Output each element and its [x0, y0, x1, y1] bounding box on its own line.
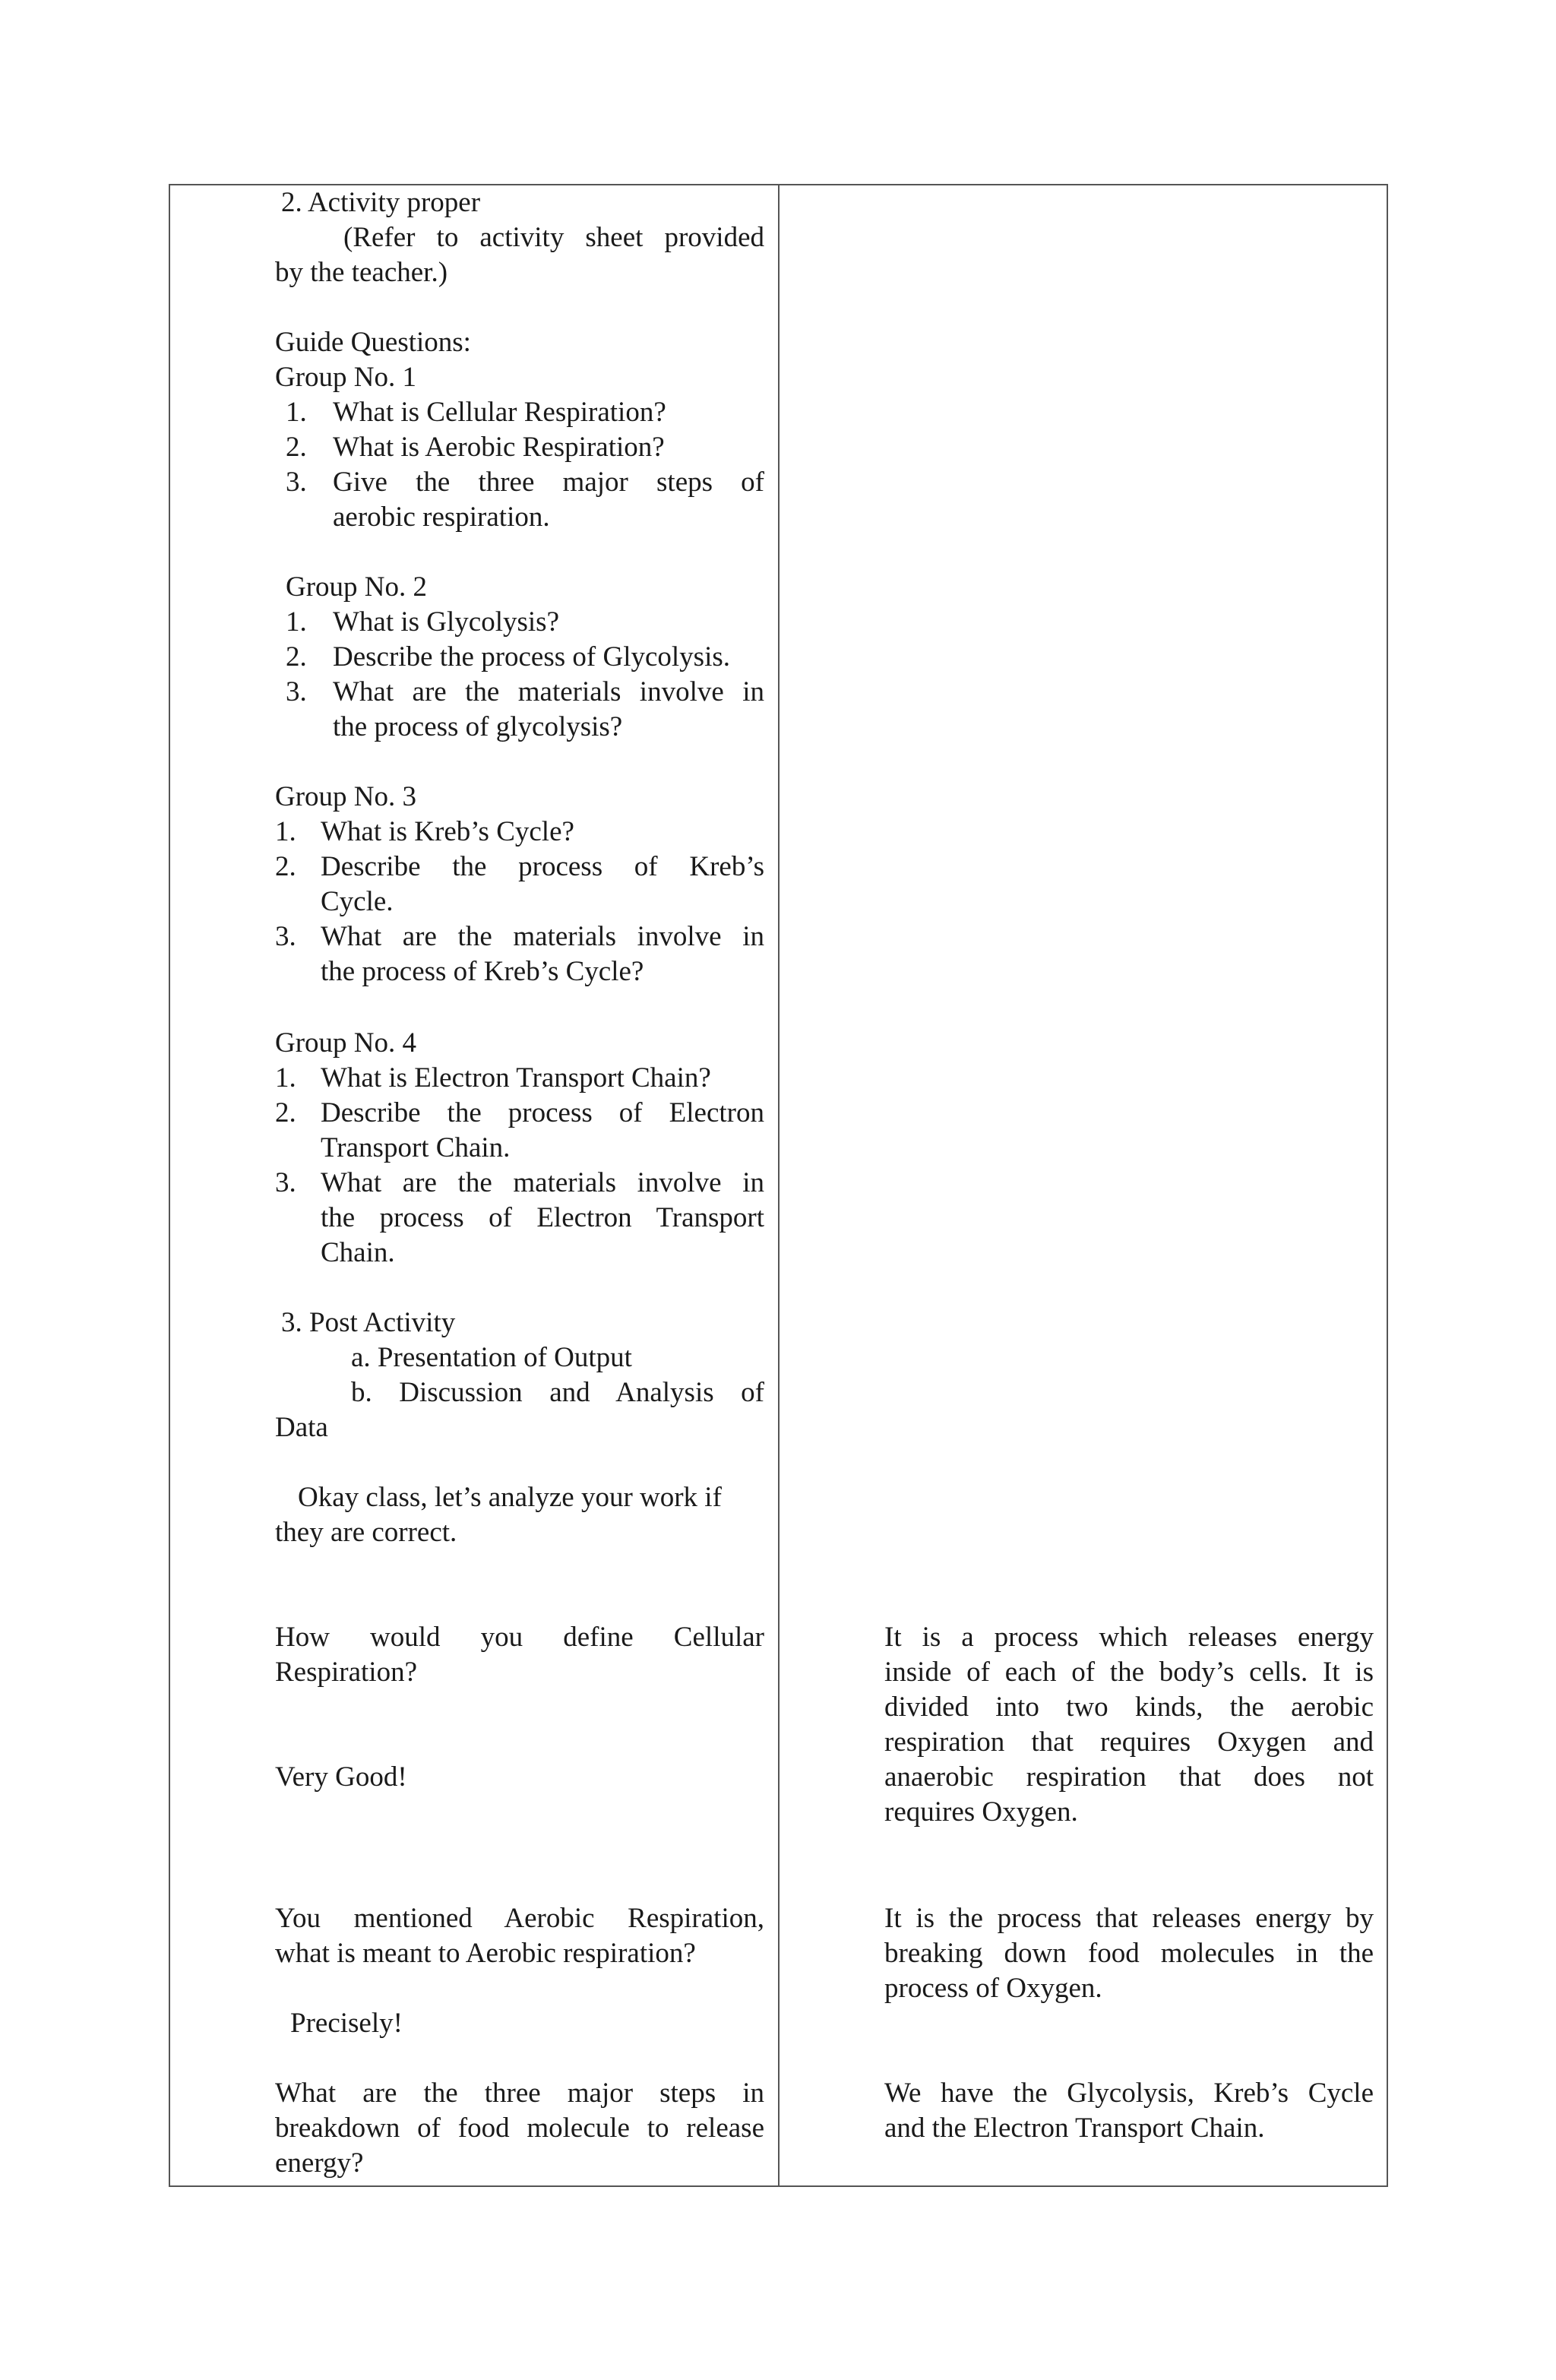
group1-title: Group No. 1 — [275, 362, 417, 393]
refer-text-line2: by the teacher.) — [275, 257, 448, 288]
list-number: 3. — [275, 921, 296, 952]
group3-question-1: What is Kreb’s Cycle? — [321, 816, 574, 847]
post-activity-item-a: a. Presentation of Output — [351, 1342, 632, 1373]
group1-question-3-line1: Give the three major steps of — [333, 467, 764, 498]
group4-question-2-line1: Describe the process of Electron — [321, 1097, 764, 1128]
student-answer-1-line4: respiration that requires Oxygen and — [884, 1726, 1374, 1758]
student-answer-1-line5: anaerobic respiration that does not — [884, 1761, 1374, 1793]
post-activity-heading: 3. Post Activity — [281, 1307, 456, 1338]
student-answer-1-line6: requires Oxygen. — [884, 1796, 1078, 1828]
post-activity-item-b-line2: Data — [275, 1412, 328, 1443]
student-answer-3-line1: We have the Glycolysis, Kreb’s Cycle — [884, 2078, 1374, 2109]
list-number: 3. — [286, 467, 307, 498]
guide-questions-heading: Guide Questions: — [275, 327, 471, 358]
post-activity-item-b-line1: b. Discussion and Analysis of — [351, 1377, 764, 1408]
column-divider — [778, 184, 780, 2187]
teacher-aerobic-question-line2: what is meant to Aerobic respiration? — [275, 1938, 696, 1969]
list-number: 3. — [286, 676, 307, 707]
student-answer-3-line2: and the Electron Transport Chain. — [884, 2113, 1265, 2144]
teacher-precisely: Precisely! — [290, 2008, 403, 2039]
group4-question-3-line2: the process of Electron Transport — [321, 1202, 764, 1233]
student-answer-1-line3: divided into two kinds, the aerobic — [884, 1692, 1374, 1723]
group2-question-1: What is Glycolysis? — [333, 606, 560, 638]
group4-question-3-line1: What are the materials involve in — [321, 1167, 764, 1198]
student-answer-1-line2: inside of each of the body’s cells. It is — [884, 1657, 1374, 1688]
student-answer-2-line1: It is the process that releases energy by — [884, 1903, 1374, 1934]
group3-question-2-line2: Cycle. — [321, 886, 394, 917]
group2-question-3-line2: the process of glycolysis? — [333, 711, 623, 742]
activity-proper-heading: 2. Activity proper — [281, 187, 481, 218]
list-number: 3. — [275, 1167, 296, 1198]
list-number: 1. — [286, 397, 307, 428]
group3-question-3-line2: the process of Kreb’s Cycle? — [321, 956, 644, 987]
teacher-steps-question-line2: breakdown of food molecule to release — [275, 2113, 764, 2144]
group1-question-2: What is Aerobic Respiration? — [333, 432, 665, 463]
group1-question-3-line2: aerobic respiration. — [333, 502, 550, 533]
list-number: 2. — [275, 1097, 296, 1128]
group1-question-1: What is Cellular Respiration? — [333, 397, 666, 428]
group4-title: Group No. 4 — [275, 1027, 417, 1059]
group4-question-3-line3: Chain. — [321, 1237, 395, 1268]
group3-question-2-line1: Describe the process of Kreb’s — [321, 851, 764, 882]
teacher-okay-line2: they are correct. — [275, 1517, 457, 1548]
teacher-very-good: Very Good! — [275, 1761, 407, 1793]
student-answer-2-line3: process of Oxygen. — [884, 1973, 1102, 2004]
teacher-okay-line1: Okay class, let’s analyze your work if — [298, 1482, 722, 1513]
group2-question-3-line1: What are the materials involve in — [333, 676, 764, 707]
group4-question-1: What is Electron Transport Chain? — [321, 1062, 711, 1093]
group3-question-3-line1: What are the materials involve in — [321, 921, 764, 952]
teacher-aerobic-question-line1: You mentioned Aerobic Respiration, — [275, 1903, 764, 1934]
teacher-steps-question-line1: What are the three major steps in — [275, 2078, 764, 2109]
list-number: 2. — [275, 851, 296, 882]
group2-question-2: Describe the process of Glycolysis. — [333, 641, 731, 673]
group3-title: Group No. 3 — [275, 781, 417, 812]
refer-text-line1: (Refer to activity sheet provided — [343, 222, 764, 253]
group2-title: Group No. 2 — [286, 571, 428, 603]
list-number: 2. — [286, 641, 307, 673]
list-number: 1. — [275, 816, 296, 847]
teacher-define-question-line2: Respiration? — [275, 1657, 418, 1688]
teacher-steps-question-line3: energy? — [275, 2147, 364, 2179]
list-number: 2. — [286, 432, 307, 463]
student-answer-1-line1: It is a process which releases energy — [884, 1622, 1374, 1653]
list-number: 1. — [275, 1062, 296, 1093]
list-number: 1. — [286, 606, 307, 638]
group4-question-2-line2: Transport Chain. — [321, 1132, 511, 1163]
teacher-define-question-line1: How would you define Cellular — [275, 1622, 764, 1653]
student-answer-2-line2: breaking down food molecules in the — [884, 1938, 1374, 1969]
